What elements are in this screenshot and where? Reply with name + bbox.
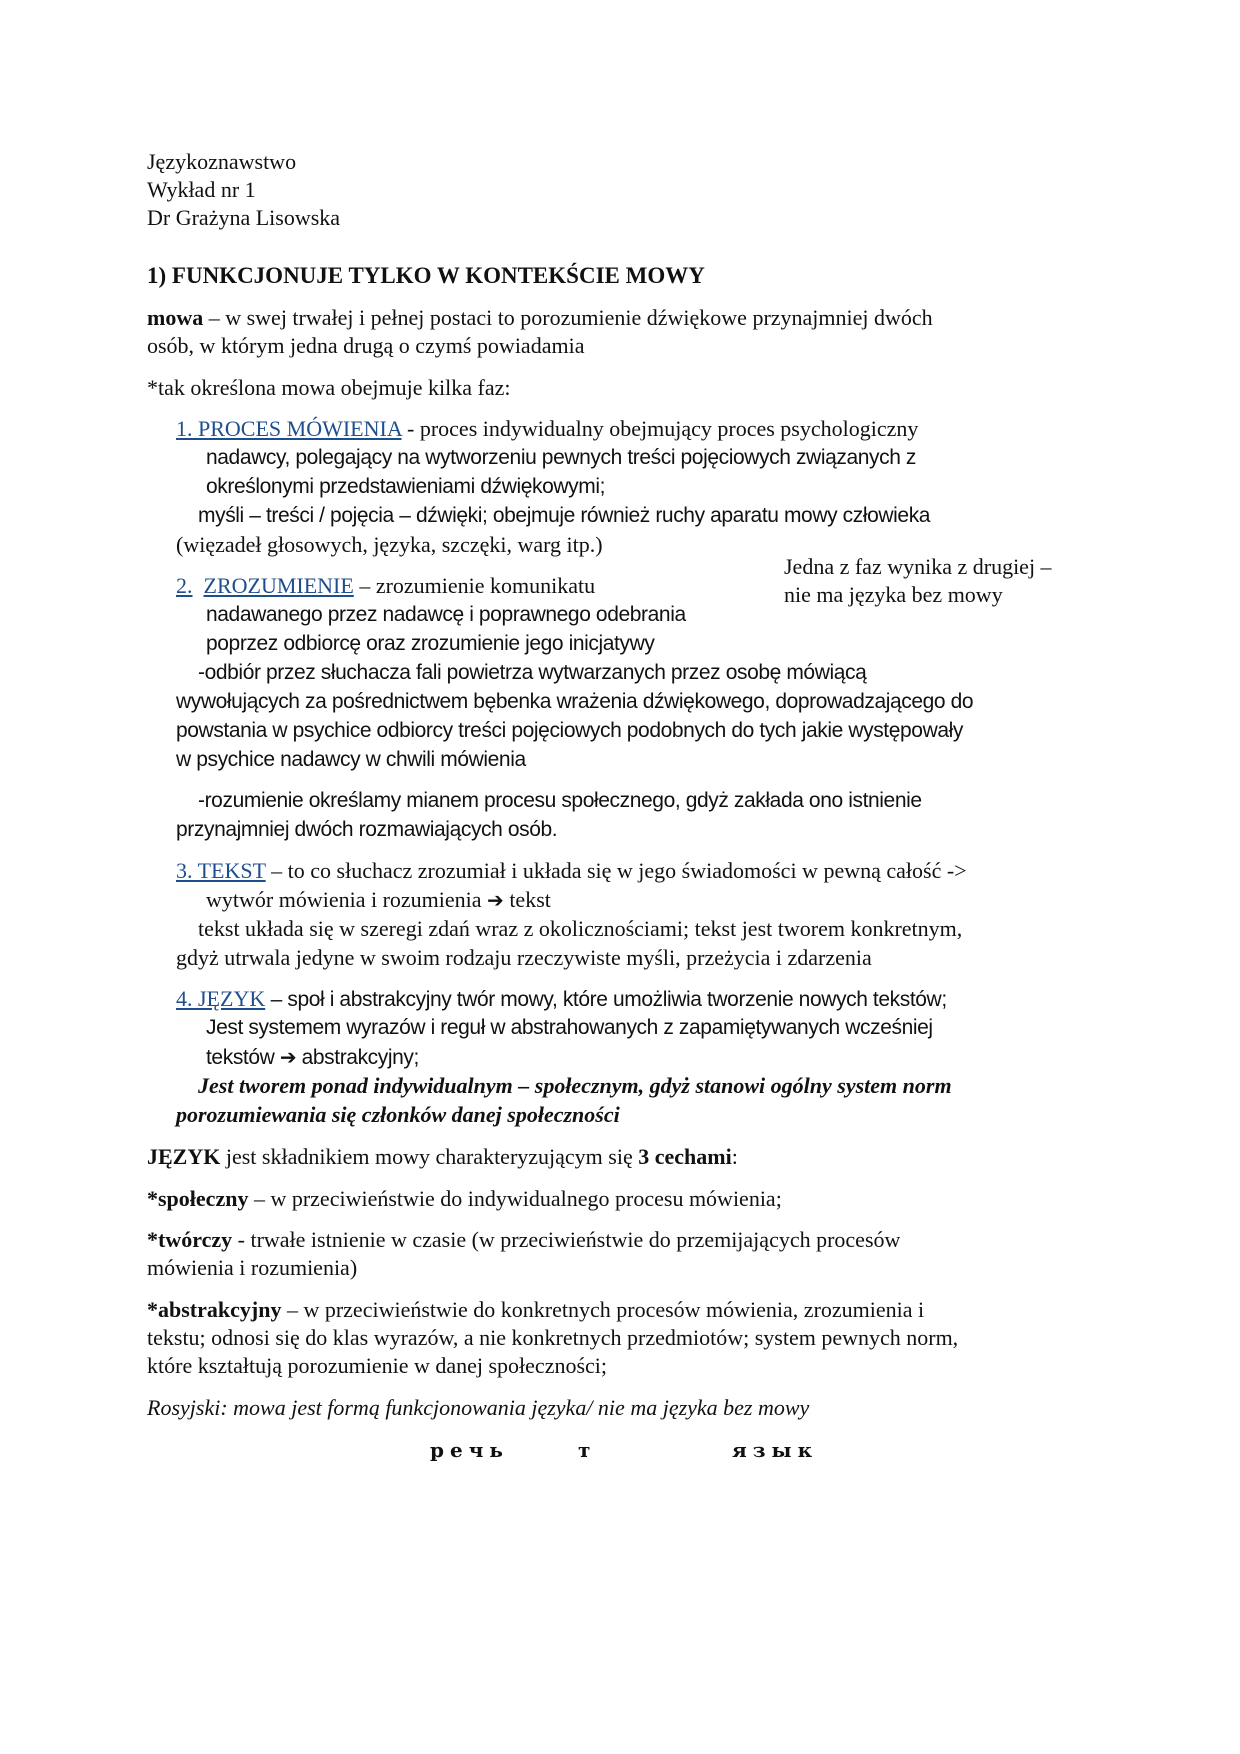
phase-4-emphasis-line-1: Jest tworem ponad indywidualnym – społecznym, gdyż stanowi ogólny system norm [198,1073,952,1098]
features-intro-mid: jest składnikiem mowy charakteryzującym się [220,1144,639,1169]
features-intro-end: : [731,1144,738,1169]
phase-2-para-1-line-3: powstania w psychice odbiorcy treści pojęciowych podobnych do tych jakie występowały [176,719,963,742]
phase-4-line-3-a: tekstów [206,1046,280,1069]
phase-4-link[interactable]: 4. JĘZYK [176,986,266,1011]
phase-2-para-1-line-1: -odbiór przez słuchacza fali powietrza wytwarzanych przez osobę mówiącą [198,661,867,684]
phase-1-text: - proces indywidualny obejmujący proces psychologiczny [401,416,919,441]
phase-3-line-2-a: wytwór mówienia i rozumienia [206,887,488,912]
feature-abstract-line-2: tekstu; odnosi się do klas wyrazów, a nie konkretnych przedmiotów; system pewnych norm, [147,1325,959,1350]
phase-1-line-1 [176,415,918,443]
features-intro-term: JĘZYK [147,1144,221,1169]
phase-3-line-4: gdyż utrwala jedyne w swoim rodzaju rzeczywiste myśli, przeżycia i zdarzenia [176,945,872,970]
features-intro-count: 3 cechami [638,1144,732,1169]
phase-2-number[interactable]: 2. [176,573,193,598]
section-title: 1) FUNKCJONUJE TYLKO W KONTEKŚCIE MOWY [147,263,705,288]
lecturer-name: Dr Grażyna Lisowska [147,205,341,230]
phase-2-text: – zrozumienie komunikatu [353,573,596,598]
phase-2-para-2-line-1: -rozumienie określamy mianem procesu społecznego, gdyż zakłada ono istnienie [198,789,922,812]
feature-social-term: *społeczny [147,1186,249,1211]
phase-4-line-3 [206,1043,419,1072]
subject-title: Językoznawstwo [147,149,297,174]
phase-1-link[interactable]: 1. PROCES MÓWIENIA [176,416,402,441]
phase-1-line-3: określonymi przedstawieniami dźwiękowymi; [206,475,606,498]
cyrillic-word-yazyk: язык [732,1438,819,1462]
feature-creative [147,1226,900,1254]
definition-text: – w swej trwałej i pełnej postaci to porozumienie dźwiękowe przynajmniej dwóch [203,305,933,330]
feature-abstract-term: *abstrakcyjny [147,1297,282,1322]
phase-4-line-2: Jest systemem wyrazów i reguł w abstrahowanych z zapamiętywanych wcześniej [206,1016,933,1039]
phase-1-line-5: (więzadeł głosowych, języka, szczęki, warg itp.) [176,532,603,557]
definition-line-1 [147,304,933,332]
phase-1-line-2: nadawcy, polegający na wytworzeniu pewnych treści pojęciowych związanych z [206,446,917,469]
definition-term: mowa [147,305,204,330]
phase-3-line-1 [176,857,967,885]
feature-abstract [147,1296,924,1324]
phase-3-text: – to co słuchacz zrozumiał i układa się w jego świadomości w pewną całość -> [265,858,967,883]
side-note-line-2: nie ma języka bez mowy [784,582,1003,607]
cyrillic-word-t: т [578,1438,597,1462]
phase-4-emphasis-line-2: porozumiewania się członków danej społeczności [176,1102,620,1127]
phase-3-line-2 [206,886,551,914]
feature-social-text: – w przeciwieństwie do indywidualnego procesu mówienia; [248,1186,782,1211]
phase-4-text: – społ i abstrakcyjny twór mowy, które umożliwia tworzenie nowych tekstów; [265,988,947,1011]
feature-abstract-line-3: które kształtują porozumienie w danej społeczności; [147,1353,608,1378]
phase-2-line-1 [176,572,595,600]
phase-3-link[interactable]: 3. TEKST [176,858,266,883]
phase-2-para-2-line-2: przynajmniej dwóch rozmawiających osób. [176,818,558,841]
feature-creative-line-2: mówienia i rozumienia) [147,1255,358,1280]
features-intro [147,1143,738,1171]
definition-line-2: osób, w którym jedna drugą o czymś powiadamia [147,333,585,358]
feature-creative-text: - trwałe istnienie w czasie (w przeciwieństwie do przemijających procesów [232,1227,901,1252]
phase-2-para-1-line-4: w psychice nadawcy w chwili mówienia [176,748,526,771]
phase-2-link[interactable]: ZROZUMIENIE [203,573,354,598]
phase-2-line-3: poprzez odbiorcę oraz zrozumienie jego inicjatywy [206,632,655,655]
arrow-right-icon-2: ➔ [279,1045,297,1069]
side-note-line-1: Jedna z faz wynika z drugiej – [784,554,1052,579]
phase-4-line-3-b: abstrakcyjny; [296,1046,419,1069]
phase-3-line-3: tekst układa się w szeregi zdań wraz z okolicznościami; tekst jest tworem konkretnym, [198,916,963,941]
phase-1-line-4: myśli – treści / pojęcia – dźwięki; obejmuje również ruchy aparatu mowy człowieka [198,504,931,527]
phase-2-para-1-line-2: wywołujących za pośrednictwem bębenka wrażenia dźwiękowego, doprowadzającego do [176,690,974,713]
phases-intro: *tak określona mowa obejmuje kilka faz: [147,375,511,400]
feature-social [147,1185,782,1213]
feature-creative-term: *twórczy [147,1227,233,1252]
arrow-right-icon: ➔ [487,888,504,912]
cyrillic-word-rech: речь [430,1438,509,1462]
lecture-number: Wykład nr 1 [147,177,256,202]
feature-abstract-text: – w przeciwieństwie do konkretnych procesów mówienia, zrozumienia i [281,1297,925,1322]
phase-4-line-1 [176,985,947,1014]
phase-2-line-2: nadawanego przez nadawcę i poprawnego odebrania [206,603,686,626]
russian-note: Rosyjski: mowa jest formą funkcjonowania języka/ nie ma języka bez mowy [147,1395,810,1420]
phase-3-line-2-b: tekst [503,887,551,912]
